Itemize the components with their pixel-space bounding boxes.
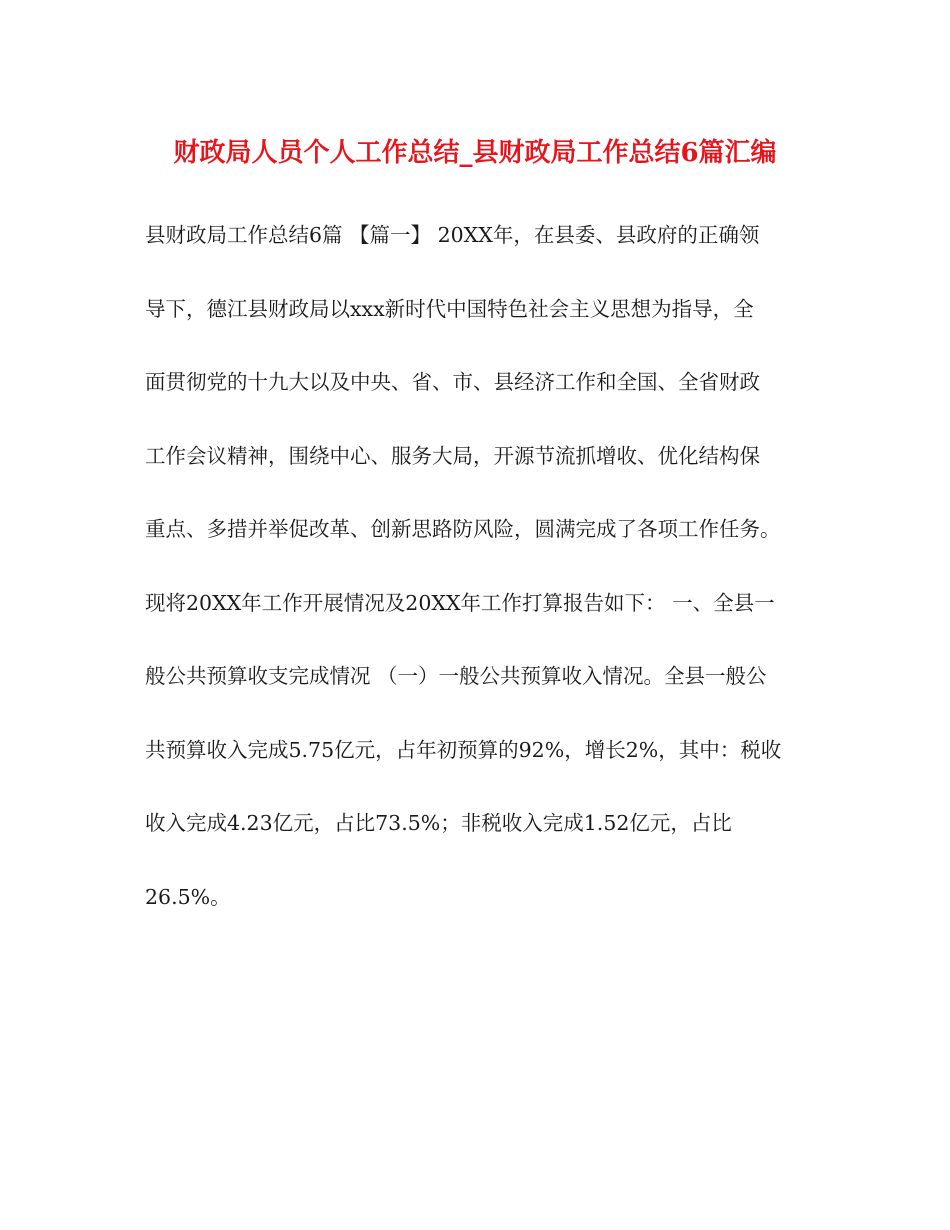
document-title: 财政局人员个人工作总结_县财政局工作总结6篇汇编 — [173, 138, 777, 168]
body-line-8: 共预算收入完成5.75亿元，占年初预算的92%，增长2%，其中：税收 — [145, 737, 782, 762]
body-line-4: 工作会议精神，围绕中心、服务大局，开源节流抓增收、优化结构保 — [145, 443, 760, 468]
body-line-10: 26.5%。 — [145, 884, 231, 909]
body-line-9: 收入完成4.23亿元，占比73.5%；非税收入完成1.52亿元，占比 — [145, 811, 732, 835]
document-body — [145, 215, 825, 950]
body-line-7: 般公共预算收支完成情况 （一）一般公共预算收入情况。全县一般公 — [145, 664, 767, 688]
body-line-2: 导下，德江县财政局以xxx新时代中国特色社会主义思想为指导，全 — [145, 296, 754, 321]
body-line-6: 现将20XX年工作开展情况及20XX年工作打算报告如下： 一、全县一 — [145, 590, 775, 615]
body-line-3: 面贯彻党的十九大以及中央、省、市、县经济工作和全国、全省财政 — [145, 370, 760, 394]
body-line-5: 重点、多措并举促改革、创新思路防风险，圆满完成了各项工作任务。 — [145, 517, 781, 541]
body-line-1: 县财政局工作总结6篇 【篇一】 20XX年，在县委、县政府的正确领 — [145, 223, 760, 247]
